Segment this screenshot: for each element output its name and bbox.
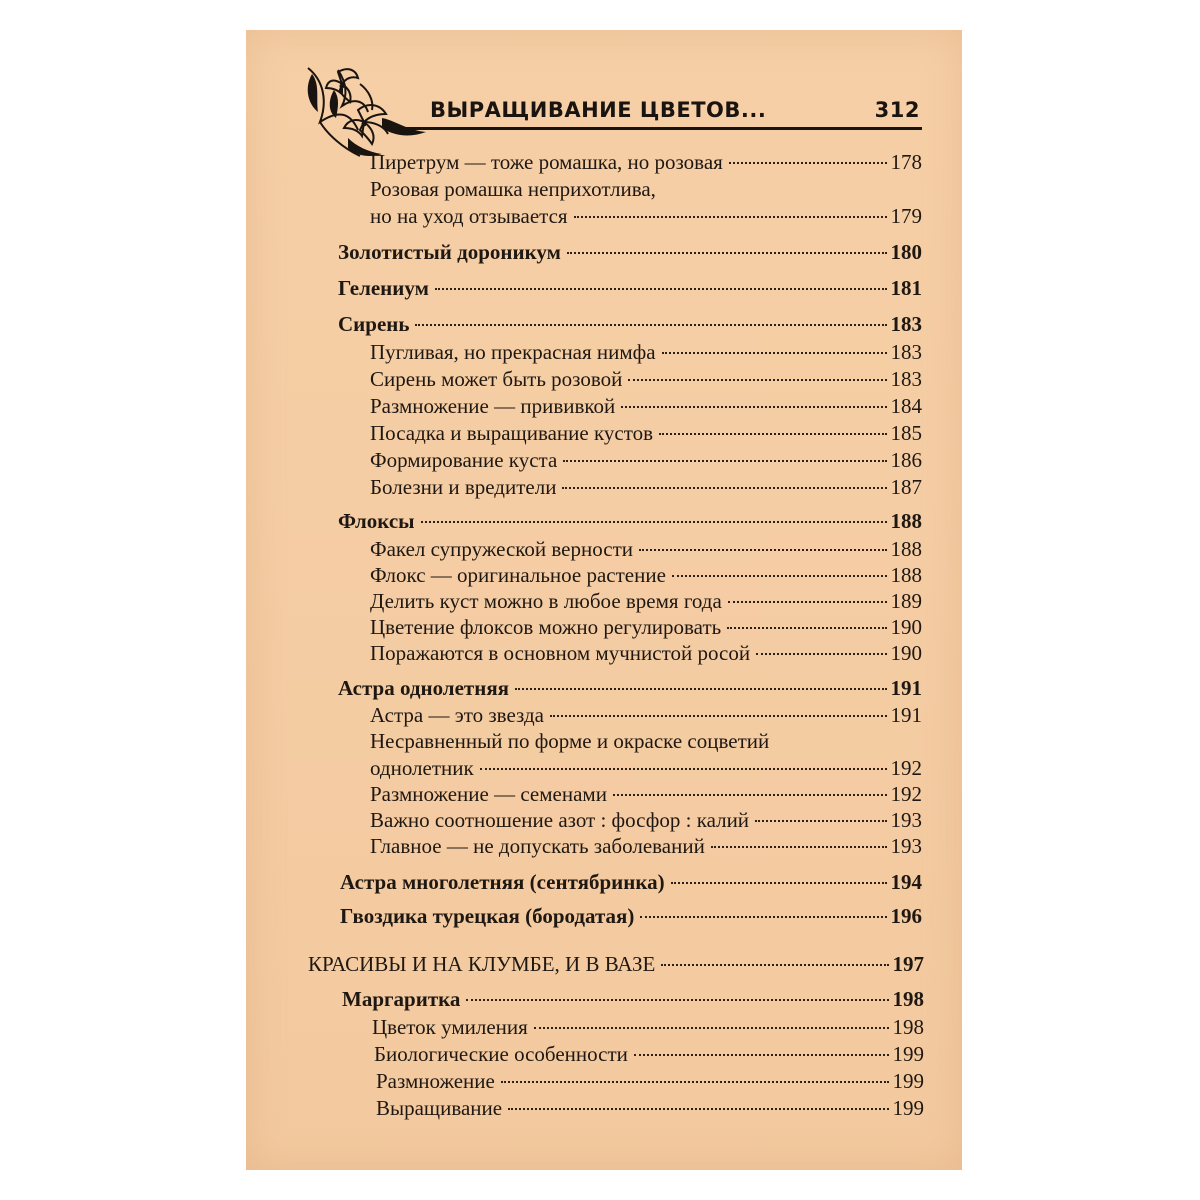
toc-entry-page: 188 <box>890 537 922 561</box>
toc-entry-page: 183 <box>890 367 922 391</box>
toc-entry <box>370 782 922 806</box>
toc-entry-page: 192 <box>890 756 922 780</box>
toc-entry-title: Выращивание <box>376 1096 503 1120</box>
toc-entry-page: 197 <box>892 952 924 976</box>
dot-leader <box>435 288 887 290</box>
dot-leader <box>662 352 887 354</box>
toc-entry-page: 190 <box>890 615 922 639</box>
toc-entry-title: Важно соотношение азот : фосфор : калий <box>370 808 750 832</box>
toc-entry-page: 190 <box>890 641 922 665</box>
toc-entry-page: 198 <box>892 987 924 1011</box>
toc-entry-title: Гелениум <box>338 276 429 300</box>
toc-entry-page: 196 <box>890 904 922 928</box>
toc-entry-title: Поражаются в основном мучнистой росой <box>370 641 751 665</box>
dot-leader <box>711 846 887 848</box>
running-head-title: ВЫРАЩИВАНИЕ ЦВЕТОВ... <box>430 98 767 122</box>
toc-entry <box>338 276 922 300</box>
toc-entry-title: Пугливая, но прекрасная нимфа <box>370 340 656 364</box>
toc-entry <box>340 904 922 928</box>
toc-entry-page: 183 <box>890 340 922 364</box>
toc-entry-title: Сирень может быть розовой <box>370 367 623 391</box>
toc-entry <box>370 563 922 587</box>
toc-entry-page: 193 <box>890 808 922 832</box>
dot-leader <box>628 379 886 381</box>
toc-entry-title: однолетник <box>370 756 474 780</box>
toc-entry-title: Цветок умиления <box>372 1015 528 1039</box>
toc-entry <box>376 1069 924 1093</box>
dot-leader <box>755 820 886 822</box>
toc-entry-title: Астра многолетняя (сентябринка) <box>340 870 665 894</box>
dot-leader <box>501 1081 889 1083</box>
toc-entry-page: 199 <box>892 1042 924 1066</box>
toc-entry-page: 188 <box>890 563 922 587</box>
dot-leader <box>550 715 887 717</box>
toc-entry <box>370 448 922 472</box>
toc-entry <box>370 641 922 665</box>
toc-entry <box>370 421 922 445</box>
dot-leader <box>613 794 887 796</box>
toc-entry <box>338 312 922 336</box>
toc-entry-page: 199 <box>892 1069 924 1093</box>
toc-entry-title: Формирование куста <box>370 448 558 472</box>
toc-entry-title: Астра однолетняя <box>338 676 510 700</box>
toc-entry <box>370 834 922 858</box>
toc-entry <box>370 537 922 561</box>
toc-entry <box>338 509 922 533</box>
toc-entry-title: Размножение — семенами <box>370 782 607 806</box>
toc-section-entry <box>308 952 924 976</box>
toc-entry <box>370 703 922 727</box>
toc-entry <box>342 987 924 1011</box>
toc-entry-title: Посадка и выращивание кустов <box>370 421 654 445</box>
toc-entry-title: Сирень <box>338 312 410 336</box>
toc-entry-page: 180 <box>890 240 922 264</box>
dot-leader <box>659 433 886 435</box>
toc-entry <box>372 1015 924 1039</box>
toc-entry-title: Делить куст можно в любое время года <box>370 589 722 613</box>
dot-leader <box>634 1054 889 1056</box>
toc-entry <box>370 150 922 174</box>
dot-leader <box>640 916 886 918</box>
toc-entry-page: 185 <box>890 421 922 445</box>
toc-entry <box>370 756 922 780</box>
toc-entry <box>370 615 922 639</box>
toc-entry <box>370 367 922 391</box>
toc-entry-title: Факел супружеской верности <box>370 537 634 561</box>
toc-entry-title: Главное — не допускать заболеваний <box>370 834 705 858</box>
dot-leader <box>729 162 887 164</box>
dot-leader <box>671 882 887 884</box>
toc-entry <box>374 1042 924 1066</box>
dot-leader <box>672 575 887 577</box>
toc-entry <box>370 589 922 613</box>
toc-entry <box>340 870 922 894</box>
toc-entry-page: 194 <box>890 870 922 894</box>
toc-section-title: КРАСИВЫ И НА КЛУМБЕ, И В ВАЗЕ <box>308 952 656 976</box>
dot-leader <box>480 768 887 770</box>
toc-entry-title: Пиретрум — тоже ромашка, но розовая <box>370 150 723 174</box>
toc-entry-title: Золотистый дороникум <box>338 240 561 264</box>
dot-leader <box>756 653 886 655</box>
toc-entry-title: Розовая ромашка неприхотлива, <box>370 177 656 201</box>
toc-entry-title: Флокс — оригинальное растение <box>370 563 666 587</box>
toc-entry-page: 192 <box>890 782 922 806</box>
toc-entry-page: 191 <box>890 676 922 700</box>
dot-leader <box>661 964 888 966</box>
dot-leader <box>562 487 886 489</box>
toc-entry-title: Маргаритка <box>342 987 461 1011</box>
toc-entry-title: но на уход отзывается <box>370 204 568 228</box>
dot-leader <box>508 1108 888 1110</box>
dot-leader <box>563 460 886 462</box>
dot-leader <box>574 216 887 218</box>
toc-entry-title: Несравненный по форме и окраске соцветий <box>370 729 770 753</box>
dot-leader <box>515 688 886 690</box>
dot-leader <box>621 406 886 408</box>
toc-entry <box>370 394 922 418</box>
toc-entry-page: 198 <box>892 1015 924 1039</box>
toc-entry-title: Флоксы <box>338 509 415 533</box>
dot-leader <box>727 627 886 629</box>
toc-entry-page: 184 <box>890 394 922 418</box>
toc-entry <box>370 475 922 499</box>
toc-entry-title: Болезни и вредители <box>370 475 557 499</box>
page-number: 312 <box>874 98 920 122</box>
toc-entry-page: 193 <box>890 834 922 858</box>
toc-entry <box>376 1096 924 1120</box>
toc-entry <box>338 676 922 700</box>
toc-entry <box>370 340 922 364</box>
toc-entry <box>370 808 922 832</box>
toc-entry <box>338 240 922 264</box>
dot-leader <box>466 999 888 1001</box>
toc-entry-title: Размножение — прививкой <box>370 394 616 418</box>
toc-entry-page: 183 <box>890 312 922 336</box>
toc-entry <box>370 204 922 228</box>
toc-entry-title: Цветение флоксов можно регулировать <box>370 615 722 639</box>
toc-entry-page: 179 <box>890 204 922 228</box>
dot-leader <box>421 521 887 523</box>
dot-leader <box>534 1027 889 1029</box>
dot-leader <box>567 252 887 254</box>
dot-leader <box>639 549 886 551</box>
toc-entry-page: 178 <box>890 150 922 174</box>
toc-entry-page: 187 <box>890 475 922 499</box>
dot-leader <box>415 324 886 326</box>
toc-entry-title: Биологические особенности <box>374 1042 628 1066</box>
toc-entry-title: Гвоздика турецкая (бородатая) <box>340 904 635 928</box>
toc-entry-page: 191 <box>890 703 922 727</box>
toc-entry-page: 181 <box>890 276 922 300</box>
toc-entry-page: 189 <box>890 589 922 613</box>
toc-entry-title: Астра — это звезда <box>370 703 544 727</box>
dot-leader <box>728 601 887 603</box>
toc-entry-title: Размножение <box>376 1069 495 1093</box>
toc-entry-page: 199 <box>892 1096 924 1120</box>
toc-entry-page: 186 <box>890 448 922 472</box>
toc-entry-page: 188 <box>890 509 922 533</box>
